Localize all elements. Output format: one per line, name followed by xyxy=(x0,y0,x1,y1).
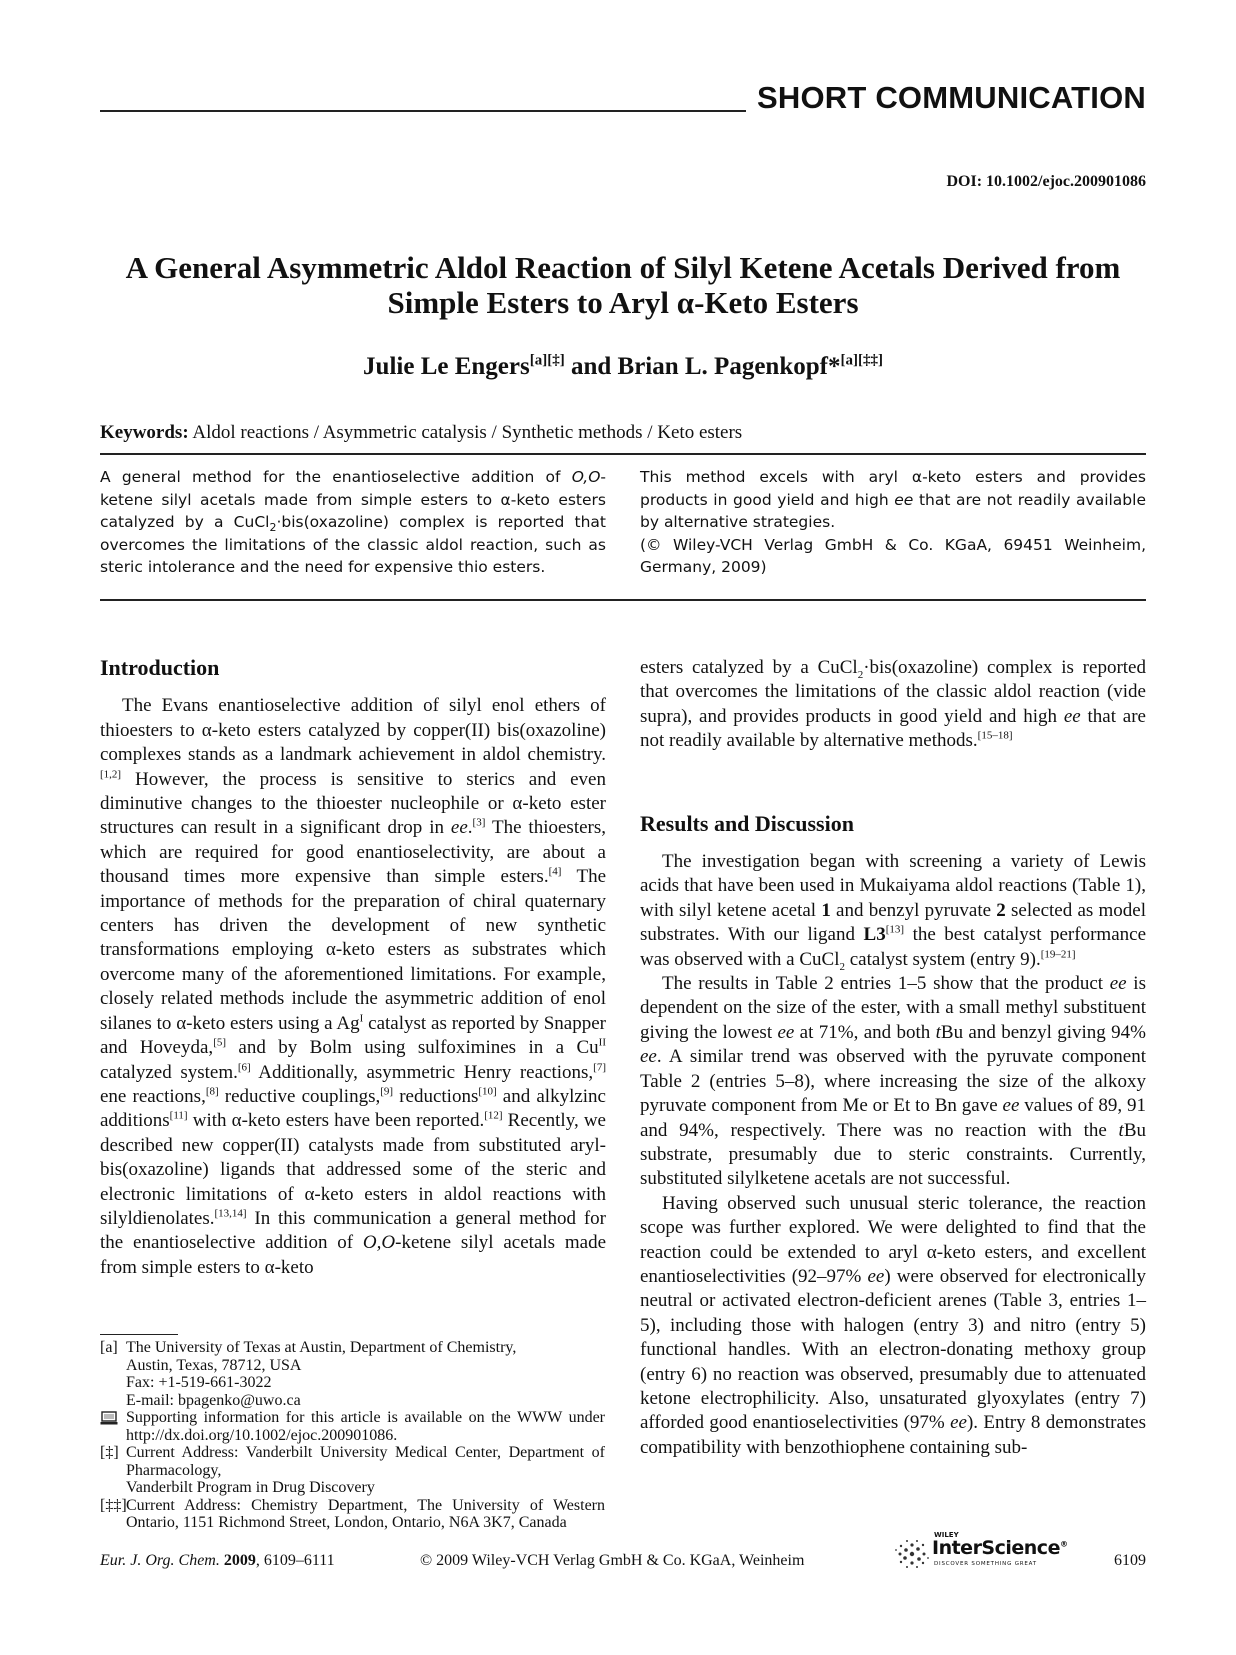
text: However, the process is sensitive to sterics and even diminutive changes to the thioester nucleophile or α-keto ester structures can result in a significant drop in xyxy=(100,768,606,839)
abstract-right xyxy=(640,466,1146,579)
citation[interactable]: [1,2] xyxy=(100,768,122,781)
address-line: Current Address: Chemistry Department, The University of Western Ontario, 1151 Richmond Street, London, Ontario, N6A 3K7, Canada xyxy=(126,1496,605,1531)
results-paragraph-2 xyxy=(640,972,1146,1192)
citation[interactable]: [12] xyxy=(484,1109,503,1122)
footnote-dagger xyxy=(100,1444,605,1497)
text: The results in Table 2 entries 1–5 show that the product xyxy=(662,973,1110,995)
fax-line: Fax: +1-519-661-3022 xyxy=(126,1374,272,1391)
affiliation-line: Austin, Texas, 78712, USA xyxy=(126,1356,302,1374)
doi[interactable]: DOI: 10.1002/ejoc.200901086 xyxy=(946,173,1146,190)
footer-copyright: © 2009 Wiley-VCH Verlag GmbH & Co. KGaA, Weinheim xyxy=(420,1552,805,1569)
text: ). Entry 8 demonstrates compatibility with benzothiophene containing sub- xyxy=(640,1412,1146,1458)
logo-publisher: WILEY xyxy=(934,1531,959,1539)
citation[interactable]: [4] xyxy=(548,865,562,878)
text: catalyst as reported by Snapper and Hoveyda, xyxy=(100,1012,606,1059)
text: ·bis(oxazoline) complex is reported that overcomes the limitations of the classic aldol reaction (vide supra), and provides products in good yield and high xyxy=(640,657,1146,727)
italic: ee xyxy=(1063,705,1081,727)
abstract-text: This method excels with aryl α-keto esters and provides products in good yield and high xyxy=(640,468,1146,509)
journal-year: 2009 xyxy=(223,1552,256,1569)
title-line-2: Simple Esters to Aryl α-Keto Esters xyxy=(387,285,859,320)
footnote-mark: [a] xyxy=(100,1339,118,1356)
citation[interactable]: [13,14] xyxy=(214,1207,247,1220)
text: reductive couplings, xyxy=(218,1085,381,1107)
text: selected as model substrates. With our ligand xyxy=(640,899,1146,946)
oxidation-state: II xyxy=(598,1036,606,1049)
supporting-info-text[interactable]: Supporting information for this article is available on the WWW under http://dx.doi.org/10.1002/ejoc.200901086. xyxy=(126,1409,605,1444)
logo-tagline: DISCOVER SOMETHING GREAT xyxy=(934,1561,1037,1567)
subscript: 2 xyxy=(857,668,864,681)
intro-paragraph xyxy=(100,694,606,1280)
intro-continued xyxy=(640,656,1146,754)
abstract-text: that are not readily available by alternative strategies. xyxy=(640,490,1146,531)
text: Additionally, asymmetric Henry reactions, xyxy=(250,1061,594,1083)
author-2-affiliation: [a][‡‡] xyxy=(840,352,883,369)
text: and alkylzinc additions xyxy=(100,1085,606,1132)
footnote-supporting-info xyxy=(100,1409,605,1444)
abstract-right-text xyxy=(640,466,1146,534)
text: reductions xyxy=(393,1085,479,1107)
results-paragraph-1 xyxy=(640,850,1146,972)
article-title xyxy=(100,250,1146,320)
author-2: Brian L. Pagenkopf* xyxy=(617,353,841,380)
footnote-rule xyxy=(100,1334,178,1335)
footnote-text xyxy=(126,1444,605,1497)
author-1-affiliation: [a][‡] xyxy=(529,352,565,369)
citation[interactable]: [6] xyxy=(237,1061,251,1074)
italic: O,O xyxy=(362,1232,396,1254)
citation[interactable]: [3] xyxy=(472,817,486,830)
section-label: SHORT COMMUNICATION xyxy=(757,80,1146,115)
footnote-mark: [‡] xyxy=(100,1444,119,1461)
text: The importance of methods for the preparation of chiral quaternary centers has driven the development of new synthetic transformations employing α-keto esters as substrates which overcome many of the aforementioned limitations. For example, closely related methods include the asymmetric addition of enol silanes to α-keto esters using a Ag xyxy=(100,866,607,1034)
citation[interactable]: [15–18] xyxy=(977,729,1013,742)
text: The Evans enantioselective addition of silyl enol ethers of thioesters to α-keto esters catalyzed by copper(II) bis(oxazoline) complexes stands as a landmark achievement in aldol chemistry. xyxy=(100,695,606,766)
journal-name: Eur. J. Org. Chem. xyxy=(100,1552,220,1569)
compound-number: 1 xyxy=(821,899,831,921)
abstract-text: -ketene silyl acetals made from simple esters to α-keto esters catalyzed by a CuCl xyxy=(100,468,606,531)
abstract-left xyxy=(100,466,606,579)
footnote-a xyxy=(100,1339,605,1409)
italic: ee xyxy=(867,1265,885,1287)
italic: ee xyxy=(950,1412,967,1434)
abstract-italic: ee xyxy=(894,490,914,509)
footer-citation xyxy=(100,1552,335,1570)
abstract-bottom-rule xyxy=(100,599,1146,601)
text: and by Bolm using sulfoximines in a Cu xyxy=(226,1037,599,1059)
journal-pages: , 6109–6111 xyxy=(255,1552,335,1569)
footnote-mark: [‡‡] xyxy=(100,1496,127,1514)
text: values of 89, 91 and 94%, respectively. There was no reaction with the xyxy=(640,1095,1147,1141)
header-rule xyxy=(100,110,746,112)
text: Bu and benzyl giving 94% xyxy=(940,1021,1146,1043)
footnote-double-dagger xyxy=(100,1497,605,1532)
logo-wordmark: InterScience xyxy=(932,1537,1060,1559)
text: ) were observed for electronically neutral or activated electron-deficient arenes (Table 3, entries 1–5), including those with halogen (entry 3) and nitro (entry 5) functional handles. With an electron-donating methoxy group (entry 6) no reaction was observed, presumably due to attenuated ketone electrophilicity. Also, unsaturated glyoxylates (entry 7) afforded good enantioselectivities (97% xyxy=(640,1265,1146,1434)
right-column xyxy=(640,656,1146,1460)
compound-number: 2 xyxy=(996,899,1006,921)
italic: ee xyxy=(1002,1095,1020,1117)
keywords-label: Keywords: xyxy=(100,422,189,443)
abstract-text: A general method for the enantioselective addition of xyxy=(100,468,572,486)
citation[interactable]: [19–21] xyxy=(1040,948,1076,961)
affiliation-line: The University of Texas at Austin, Department of Chemistry, xyxy=(126,1339,517,1356)
italic: ee xyxy=(450,817,468,839)
italic: t xyxy=(935,1021,941,1043)
footnote-text xyxy=(126,1339,605,1409)
page-number: 6109 xyxy=(1114,1552,1146,1569)
citation[interactable]: [8] xyxy=(205,1085,219,1098)
address-line: Current Address: Vanderbilt University Medical Center, Department of Pharmacology, xyxy=(126,1444,605,1479)
text: at 71%, and both xyxy=(794,1021,936,1043)
text: The investigation began with screening a variety of Lewis acids that have been used in Mukaiyama aldol reactions (Table 1), with silyl ketene acetal xyxy=(640,851,1146,921)
citation[interactable]: [9] xyxy=(380,1085,394,1098)
keywords xyxy=(100,422,742,444)
text: . xyxy=(467,817,473,839)
abstract-top-rule xyxy=(100,453,1146,455)
abstract-text: ·bis(oxazoline) complex is reported that overcomes the limitations of the classic aldol reaction, such as steric intolerance and the need for expensive thio esters. xyxy=(100,513,606,576)
citation[interactable]: [10] xyxy=(478,1085,497,1098)
text: and benzyl pyruvate xyxy=(830,899,997,921)
text: Recently, we described new copper(II) catalysts made from substituted aryl-bis(oxazoline) ligands that addressed some of the steric and electronic limitations of α-keto esters in aldol reactions with silyldienolates. xyxy=(100,1110,606,1229)
abstract-subscript: 2 xyxy=(269,521,277,535)
text: The thioesters, which are required for good enantioselectivity, are about a thousand times more expensive than simple esters. xyxy=(100,817,607,888)
text: is dependent on the size of the ester, with a small methyl substituent giving the lowest xyxy=(640,973,1146,1043)
results-paragraph-3 xyxy=(640,1192,1146,1460)
text: esters catalyzed by a CuCl xyxy=(640,657,858,678)
citation[interactable]: [13] xyxy=(885,923,905,936)
authors xyxy=(100,353,1146,381)
abstract-copyright: (© Wiley-VCH Verlag GmbH & Co. KGaA, 69451 Weinheim, Germany, 2009) xyxy=(640,535,1146,576)
title-line-1: A General Asymmetric Aldol Reaction of Silyl Ketene Acetals Derived from xyxy=(125,250,1121,285)
italic: t xyxy=(1118,1119,1124,1141)
results-heading: Results and Discussion xyxy=(640,810,854,836)
citation[interactable]: [5] xyxy=(213,1036,227,1049)
text: with α-keto esters have been reported. xyxy=(187,1110,485,1132)
author-1: Julie Le Engers xyxy=(363,353,530,380)
keywords-list: Aldol reactions / Asymmetric catalysis / Synthetic methods / Keto esters xyxy=(192,422,743,443)
email-line[interactable]: E-mail: bpagenko@uwo.ca xyxy=(126,1391,301,1409)
computer-icon xyxy=(100,1409,126,1444)
text: Having observed such unusual steric tolerance, the reaction scope was further explored. We were delighted to find that the reaction could be extended to aryl α-keto esters, and excellent enantioselectivities (92–97% xyxy=(640,1192,1146,1287)
registered-mark: ® xyxy=(1059,1539,1068,1549)
text: . A similar trend was observed with the pyruvate component Table 2 (entries 5–8), where increasing the size of the alkoxy pyruvate component from Me or Et to Bn gave xyxy=(640,1046,1146,1117)
text: catalyst system (entry 9). xyxy=(844,948,1041,970)
address-line: Vanderbilt Program in Drug Discovery xyxy=(126,1479,375,1496)
text: catalyzed system. xyxy=(100,1061,238,1083)
interscience-logo[interactable] xyxy=(892,1530,1067,1574)
intro-heading: Introduction xyxy=(100,655,220,680)
oxidation-state: I xyxy=(359,1012,364,1025)
abstract-italic: O,O xyxy=(571,468,601,486)
author-separator: and xyxy=(564,353,618,380)
italic: ee xyxy=(640,1046,657,1068)
footnotes xyxy=(100,1339,605,1532)
left-column xyxy=(100,656,606,1280)
text: Bu substrate, presumably due to steric constraints. Currently, substituted silylketene acetals are not successful. xyxy=(640,1119,1146,1190)
citation[interactable]: [11] xyxy=(169,1109,188,1122)
text: -ketene silyl acetals made from simple esters to α-keto xyxy=(100,1232,607,1278)
text: ene reactions, xyxy=(100,1085,206,1107)
italic: ee xyxy=(777,1021,795,1043)
text: In this communication a general method for the enantioselective addition of xyxy=(100,1207,606,1254)
text: the best catalyst performance was observed with a CuCl xyxy=(640,924,1146,970)
subscript: 2 xyxy=(839,960,845,973)
citation[interactable]: [7] xyxy=(593,1061,606,1074)
italic: ee xyxy=(1109,973,1127,995)
ligand-label: L3 xyxy=(863,924,886,946)
text: that are not readily available by alternative methods. xyxy=(640,705,1146,752)
